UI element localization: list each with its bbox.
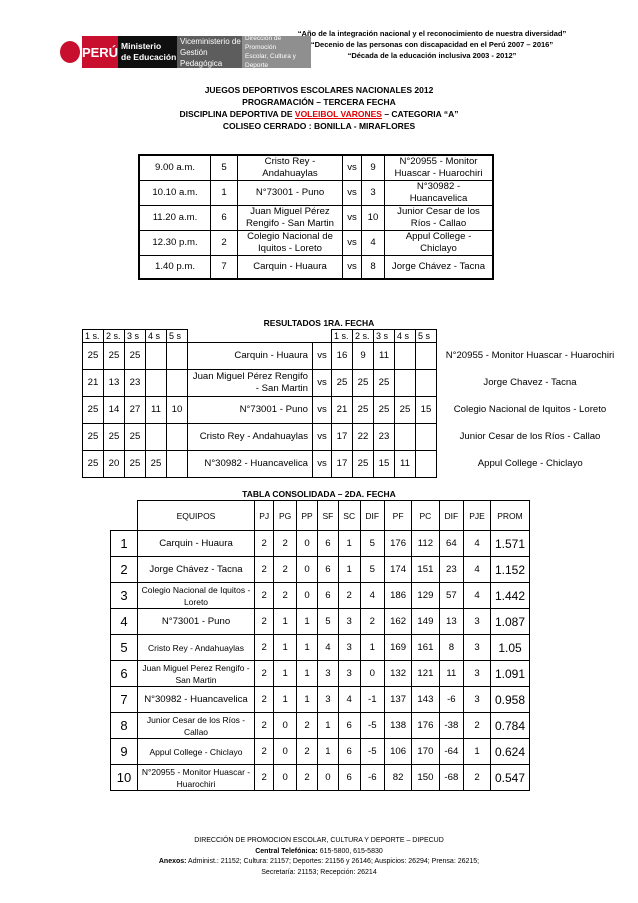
standings-header-row — [111, 501, 530, 531]
column-header: EQUIPOS — [138, 501, 255, 531]
set-score: 11 — [146, 397, 167, 424]
stat-value: 2 — [255, 531, 274, 557]
stat-value: 2 — [255, 557, 274, 583]
standings-row — [111, 557, 530, 583]
stat-value: 3 — [318, 687, 339, 713]
column-header: SC — [338, 501, 360, 531]
schedule-row — [140, 181, 493, 206]
stat-value: 6 — [338, 713, 360, 739]
team-name: Juan Miguel Perez Rengifo - San Martin — [138, 661, 255, 687]
stat-value: 2 — [255, 635, 274, 661]
set-score: 17 — [332, 451, 353, 478]
stat-value: 4 — [338, 687, 360, 713]
schedule-row — [140, 156, 493, 181]
set-score: 25 — [125, 424, 146, 451]
schedule-row — [140, 231, 493, 256]
vs-label: vs — [313, 397, 332, 424]
stat-value: -68 — [439, 765, 464, 791]
column-header: SF — [318, 501, 339, 531]
set-score: 9 — [353, 343, 374, 370]
set-score — [395, 424, 416, 451]
stat-value: 112 — [412, 531, 439, 557]
team-number: 2 — [211, 231, 238, 256]
away-team: Appul College - Chiclayo — [385, 231, 493, 256]
stat-value: 3 — [464, 661, 491, 687]
set-score: 25 — [83, 424, 104, 451]
stat-value: -1 — [360, 687, 384, 713]
direction-box: Dirección de Promoción Escolar, Cultura y Deporte — [242, 36, 311, 68]
stat-value: -6 — [439, 687, 464, 713]
set-score: 22 — [353, 424, 374, 451]
match-time: 12.30 p.m. — [140, 231, 211, 256]
column-header: PG — [274, 501, 296, 531]
set-score: 14 — [104, 397, 125, 424]
stat-value: 1 — [360, 635, 384, 661]
result-row — [83, 451, 624, 478]
column-header: DIF — [439, 501, 464, 531]
title-line-2: PROGRAMACIÓN – TERCERA FECHA — [242, 97, 396, 107]
set-score — [167, 451, 188, 478]
set-score: 21 — [83, 370, 104, 397]
footer: DIRECCIÓN DE PROMOCION ESCOLAR, CULTURA Y DEPORTE – DIPECUD Central Telefónica: 615-5800, 615-5830 Anexos: Administ.: 21152; Cultura: 21157; Deportes: 21156 y 26146; Auspicios: 26294; Prensa: 26215; Secretaría: 21153; Recepción: 26214 — [158, 837, 480, 876]
set-score: 20 — [104, 451, 125, 478]
vs-label: vs — [313, 343, 332, 370]
stat-value: 4 — [464, 557, 491, 583]
average-value: 1.442 — [491, 583, 530, 609]
set-score — [395, 370, 416, 397]
team-number: 1 — [211, 181, 238, 206]
rank: 5 — [111, 635, 138, 661]
stat-value: 137 — [384, 687, 411, 713]
stat-value: -5 — [360, 739, 384, 765]
set-header: 2 s. — [353, 330, 374, 343]
stat-value: 0 — [274, 713, 296, 739]
stat-value: 2 — [255, 739, 274, 765]
set-score: 23 — [374, 424, 395, 451]
stat-value: 2 — [296, 765, 317, 791]
stat-value: 138 — [384, 713, 411, 739]
away-team: Jorge Chavez - Tacna — [483, 377, 577, 388]
set-score — [146, 424, 167, 451]
stat-value: 5 — [360, 557, 384, 583]
set-score: 17 — [332, 424, 353, 451]
set-header: 5 s — [167, 330, 188, 343]
team-name: N°20955 - Monitor Huascar - Huarochiri — [138, 765, 255, 791]
stat-value: 162 — [384, 609, 411, 635]
vs-label: vs — [313, 451, 332, 478]
stat-value: 3 — [338, 609, 360, 635]
team-name: Jorge Chávez - Tacna — [138, 557, 255, 583]
title-line-1: JUEGOS DEPORTIVOS ESCOLARES NACIONALES 2012 — [204, 85, 434, 95]
vs-label: vs — [343, 231, 362, 256]
rank: 1 — [111, 531, 138, 557]
stat-value: 2 — [274, 583, 296, 609]
result-row — [83, 343, 624, 370]
stat-value: 1 — [318, 739, 339, 765]
team-number: 9 — [362, 156, 385, 181]
stat-value: 1 — [274, 635, 296, 661]
stat-value: 11 — [439, 661, 464, 687]
column-header: PROM — [491, 501, 530, 531]
team-number: 4 — [362, 231, 385, 256]
team-name: Cristo Rey - Andahuaylas — [138, 635, 255, 661]
set-score: 10 — [167, 397, 188, 424]
schedule-row — [140, 206, 493, 231]
set-score: 25 — [353, 397, 374, 424]
column-header: PF — [384, 501, 411, 531]
stat-value: 121 — [412, 661, 439, 687]
set-score: 25 — [374, 397, 395, 424]
result-row — [83, 424, 624, 451]
stat-value: 2 — [464, 765, 491, 791]
set-score: 25 — [125, 451, 146, 478]
stat-value: 129 — [412, 583, 439, 609]
home-team: N°73001 - Puno — [238, 181, 343, 206]
stat-value: 169 — [384, 635, 411, 661]
results-header-row — [83, 330, 624, 343]
set-score — [167, 424, 188, 451]
stat-value: 6 — [318, 531, 339, 557]
set-score: 11 — [374, 343, 395, 370]
standings-table — [110, 500, 530, 791]
set-score: 25 — [104, 424, 125, 451]
rank: 2 — [111, 557, 138, 583]
column-header: PJ — [255, 501, 274, 531]
year-quote: “Año de la integración nacional y el reconocimiento de nuestra diversidad” “Decenio de las personas con discapacidad en el Perú 2007 – 2016” “Década de la educación inclusiva 2003 - 2012” — [297, 29, 567, 60]
set-header: 3 s — [125, 330, 146, 343]
stat-value: 2 — [360, 609, 384, 635]
stat-value: 4 — [464, 583, 491, 609]
stat-value: 3 — [464, 635, 491, 661]
stat-value: 3 — [464, 609, 491, 635]
match-time: 9.00 a.m. — [140, 156, 211, 181]
home-team: Cristo Rey - Andahuaylas — [188, 424, 313, 451]
set-score: 25 — [332, 370, 353, 397]
stat-value: 0 — [296, 557, 317, 583]
average-value: 0.624 — [491, 739, 530, 765]
rank: 9 — [111, 739, 138, 765]
title-line-3: DISCIPLINA DEPORTIVA DE VOLEIBOL VARONES – CATEGORIA “A” — [179, 109, 459, 119]
stat-value: 0 — [274, 765, 296, 791]
column-header: PP — [296, 501, 317, 531]
home-team: Juan Miguel Pérez Rengifo - San Martin — [188, 370, 313, 397]
stat-value: 23 — [439, 557, 464, 583]
team-number: 6 — [211, 206, 238, 231]
rank: 3 — [111, 583, 138, 609]
stat-value: 1 — [296, 687, 317, 713]
stat-value: 0 — [360, 661, 384, 687]
stat-value: 1 — [274, 661, 296, 687]
stat-value: -6 — [360, 765, 384, 791]
vs-label: vs — [343, 256, 362, 279]
average-value: 1.091 — [491, 661, 530, 687]
viceministry-box: Viceministerio de Gestión Pedagógica — [177, 36, 242, 68]
stat-value: 106 — [384, 739, 411, 765]
schedule-table — [139, 155, 493, 279]
stat-value: 2 — [255, 609, 274, 635]
standings-row — [111, 531, 530, 557]
stat-value: 161 — [412, 635, 439, 661]
stat-value: 6 — [318, 583, 339, 609]
set-score: 25 — [83, 451, 104, 478]
home-team: Cristo Rey - Andahuaylas — [238, 156, 343, 181]
stat-value: 1 — [296, 609, 317, 635]
result-row — [83, 397, 624, 424]
schedule-row — [140, 256, 493, 279]
column-header: PC — [412, 501, 439, 531]
rank: 6 — [111, 661, 138, 687]
away-team: Colegio Nacional de Iquitos - Loreto — [453, 404, 607, 415]
home-team: Juan Miguel Pérez Rengifo - San Martin — [238, 206, 343, 231]
stat-value: 1 — [296, 661, 317, 687]
set-header: 1 s. — [332, 330, 353, 343]
away-team: Appul College - Chiclayo — [477, 458, 583, 469]
stat-value: 150 — [412, 765, 439, 791]
set-score — [146, 343, 167, 370]
stat-value: 2 — [255, 765, 274, 791]
stat-value: 4 — [360, 583, 384, 609]
set-score: 15 — [374, 451, 395, 478]
title-line-4: COLISEO CERRADO : BONILLA - MIRAFLORES — [222, 121, 416, 131]
set-score: 25 — [353, 451, 374, 478]
team-name: Junior Cesar de los Ríos - Callao — [138, 713, 255, 739]
stat-value: 176 — [412, 713, 439, 739]
set-score — [416, 424, 437, 451]
rank: 10 — [111, 765, 138, 791]
stat-value: 2 — [274, 557, 296, 583]
average-value: 0.958 — [491, 687, 530, 713]
team-name: Appul College - Chiclayo — [138, 739, 255, 765]
set-score: 25 — [146, 451, 167, 478]
stat-value: 6 — [338, 765, 360, 791]
match-time: 1.40 p.m. — [140, 256, 211, 279]
stat-value: 174 — [384, 557, 411, 583]
results-table — [82, 329, 624, 478]
set-header: 5 s — [416, 330, 437, 343]
set-score: 27 — [125, 397, 146, 424]
rank: 8 — [111, 713, 138, 739]
average-value: 1.087 — [491, 609, 530, 635]
set-score: 21 — [332, 397, 353, 424]
stat-value: 0 — [274, 739, 296, 765]
set-score: 13 — [104, 370, 125, 397]
set-score: 25 — [104, 343, 125, 370]
stat-value: 0 — [296, 583, 317, 609]
stat-value: 1 — [274, 687, 296, 713]
match-time: 11.20 a.m. — [140, 206, 211, 231]
average-value: 1.05 — [491, 635, 530, 661]
stat-value: 1 — [296, 635, 317, 661]
team-name: Colegio Nacional de Iquitos - Loreto — [138, 583, 255, 609]
away-team: N°30982 - Huancavelica — [385, 181, 493, 206]
stat-value: 1 — [318, 713, 339, 739]
stat-value: 3 — [338, 635, 360, 661]
stat-value: 0 — [296, 531, 317, 557]
team-number: 10 — [362, 206, 385, 231]
document-titles — [0, 84, 638, 132]
vs-label: vs — [343, 156, 362, 181]
away-team: Jorge Chávez - Tacna — [385, 256, 493, 279]
stat-value: 13 — [439, 609, 464, 635]
set-score — [146, 370, 167, 397]
stat-value: 170 — [412, 739, 439, 765]
team-name: N°30982 - Huancavelica — [138, 687, 255, 713]
stat-value: 3 — [464, 687, 491, 713]
stat-value: 2 — [296, 713, 317, 739]
stat-value: 64 — [439, 531, 464, 557]
stat-value: 2 — [296, 739, 317, 765]
set-score: 25 — [395, 397, 416, 424]
average-value: 1.571 — [491, 531, 530, 557]
stat-value: 151 — [412, 557, 439, 583]
home-team: N°73001 - Puno — [188, 397, 313, 424]
stat-value: 6 — [338, 739, 360, 765]
rank: 7 — [111, 687, 138, 713]
set-score: 25 — [374, 370, 395, 397]
standings-row — [111, 713, 530, 739]
stat-value: 132 — [384, 661, 411, 687]
standings-row — [111, 635, 530, 661]
stat-value: 4 — [464, 531, 491, 557]
average-value: 0.784 — [491, 713, 530, 739]
standings-row — [111, 765, 530, 791]
average-value: 1.152 — [491, 557, 530, 583]
stat-value: 149 — [412, 609, 439, 635]
set-score — [416, 343, 437, 370]
standings-title: TABLA CONSOLIDADA – 2DA. FECHA — [242, 489, 396, 499]
stat-value: 1 — [338, 531, 360, 557]
stat-value: 2 — [464, 713, 491, 739]
set-score — [167, 343, 188, 370]
stat-value: 3 — [338, 661, 360, 687]
column-header: PJE — [464, 501, 491, 531]
stat-value: 1 — [338, 557, 360, 583]
standings-row — [111, 609, 530, 635]
set-score: 25 — [83, 343, 104, 370]
standings-row — [111, 739, 530, 765]
set-score — [395, 343, 416, 370]
standings-row — [111, 687, 530, 713]
away-team: Junior Cesar de los Ríos - Callao — [385, 206, 493, 231]
stat-value: 82 — [384, 765, 411, 791]
set-header: 2 s. — [104, 330, 125, 343]
home-team: Colegio Nacional de Iquitos - Loreto — [238, 231, 343, 256]
peru-brand: PERÚ — [82, 36, 118, 68]
average-value: 0.547 — [491, 765, 530, 791]
vs-label: vs — [343, 206, 362, 231]
team-name: Carquin - Huaura — [138, 531, 255, 557]
set-score: 25 — [353, 370, 374, 397]
vs-label: vs — [343, 181, 362, 206]
set-score — [167, 370, 188, 397]
results-title: RESULTADOS 1RA. FECHA — [263, 318, 375, 328]
team-number: 7 — [211, 256, 238, 279]
set-score: 23 — [125, 370, 146, 397]
set-score: 15 — [416, 397, 437, 424]
stat-value: 2 — [255, 661, 274, 687]
home-team: Carquin - Huaura — [238, 256, 343, 279]
away-team: Junior Cesar de los Ríos - Callao — [459, 431, 601, 442]
stat-value: 5 — [360, 531, 384, 557]
column-header: DIF — [360, 501, 384, 531]
stat-value: 2 — [255, 583, 274, 609]
set-score — [416, 451, 437, 478]
away-team: N°20955 - Monitor Huascar - Huarochiri — [445, 350, 615, 361]
stat-value: 0 — [318, 765, 339, 791]
stat-value: 6 — [318, 557, 339, 583]
rank: 4 — [111, 609, 138, 635]
team-number: 3 — [362, 181, 385, 206]
home-team: Carquin - Huaura — [188, 343, 313, 370]
stat-value: 4 — [318, 635, 339, 661]
standings-row — [111, 583, 530, 609]
set-header: 4 s — [395, 330, 416, 343]
stat-value: 1 — [274, 609, 296, 635]
stat-value: -38 — [439, 713, 464, 739]
stat-value: 5 — [318, 609, 339, 635]
stat-value: 8 — [439, 635, 464, 661]
stat-value: -64 — [439, 739, 464, 765]
set-score: 11 — [395, 451, 416, 478]
stat-value: 1 — [464, 739, 491, 765]
set-header: 1 s. — [83, 330, 104, 343]
team-name: N°73001 - Puno — [138, 609, 255, 635]
stat-value: 2 — [255, 713, 274, 739]
stat-value: 3 — [318, 661, 339, 687]
set-score: 16 — [332, 343, 353, 370]
stat-value: 57 — [439, 583, 464, 609]
away-team: N°20955 - Monitor Huascar - Huarochiri — [385, 156, 493, 181]
stat-value: 2 — [255, 687, 274, 713]
vs-label: vs — [313, 370, 332, 397]
stat-value: 176 — [384, 531, 411, 557]
result-row — [83, 370, 624, 397]
stat-value: 186 — [384, 583, 411, 609]
set-header: 4 s — [146, 330, 167, 343]
set-header: 3 s — [374, 330, 395, 343]
set-score: 25 — [125, 343, 146, 370]
stat-value: -5 — [360, 713, 384, 739]
stat-value: 2 — [274, 531, 296, 557]
standings-row — [111, 661, 530, 687]
coat-of-arms-icon — [58, 36, 82, 68]
team-number: 8 — [362, 256, 385, 279]
ministry-box: Ministerio de Educación — [118, 36, 177, 68]
stat-value: 2 — [338, 583, 360, 609]
vs-label: vs — [313, 424, 332, 451]
match-time: 10.10 a.m. — [140, 181, 211, 206]
home-team: N°30982 - Huancavelica — [188, 451, 313, 478]
set-score: 25 — [83, 397, 104, 424]
set-score — [416, 370, 437, 397]
stat-value: 143 — [412, 687, 439, 713]
team-number: 5 — [211, 156, 238, 181]
